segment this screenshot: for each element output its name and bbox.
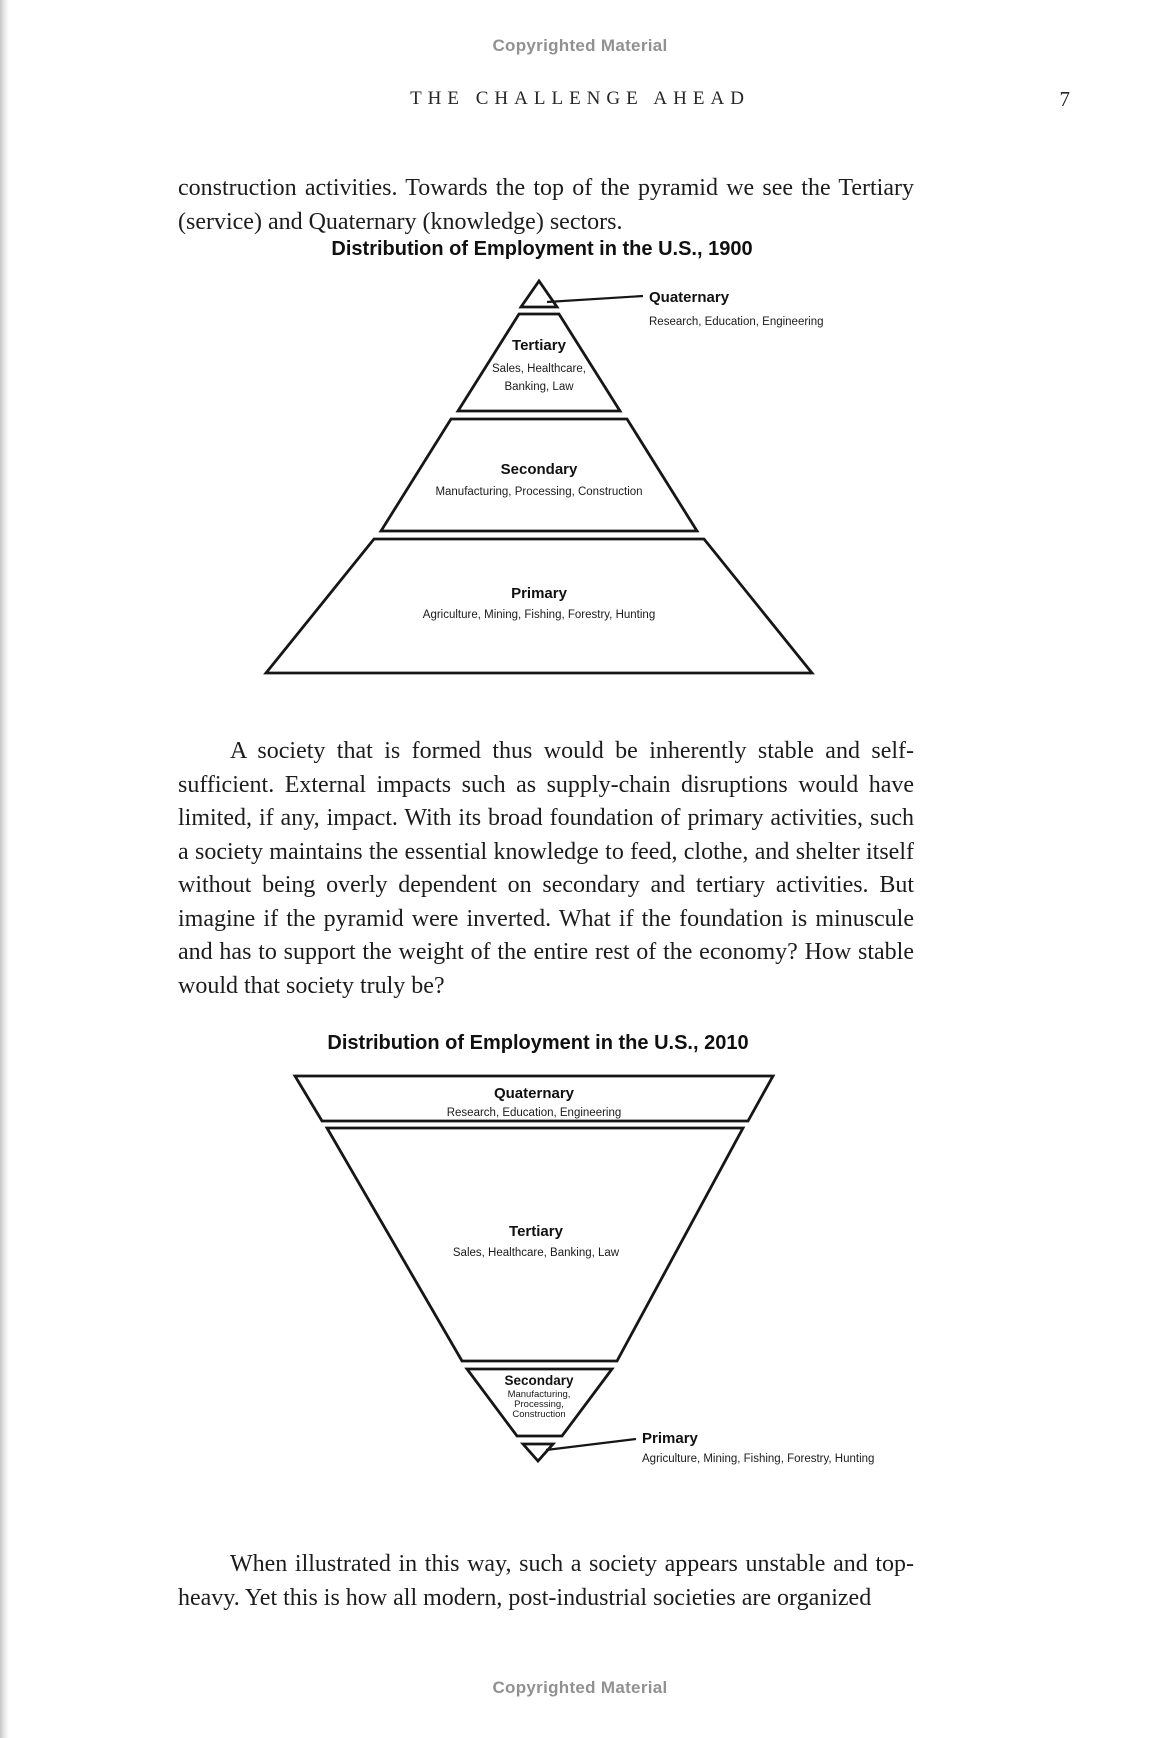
copyright-notice-top: Copyrighted Material <box>492 36 668 55</box>
sublabel-2010-primary: Agriculture, Mining, Fishing, Forestry, Hunting <box>642 1453 875 1465</box>
label-1900-primary: Primary <box>511 585 567 602</box>
pyramid-diagram-2010 <box>280 1060 920 1472</box>
sublabel-2010-tertiary: Sales, Healthcare, Banking, Law <box>452 1247 620 1259</box>
pyramid-diagram-1900 <box>250 250 830 680</box>
sublabel-2010-quaternary: Research, Education, Engineering <box>446 1107 622 1119</box>
paragraph-body: A society that is formed thus would be inherently stable and self-sufficient. External impacts such as supply-chain disruptions would have limited, if any, impact. With its broad foundation of primary activities, such a society maintains the essential knowledge to feed, clothe, and shelter itself without being overly dependent on secondary and tertiary activities. But imagine if the pyramid were inverted. What if the foundation is minuscule and has to support the weight of the entire rest of the economy? How stable would that society truly be? <box>178 738 914 999</box>
page-number: 7 <box>1059 87 1070 111</box>
sublabel-2010-secondary-3: Construction <box>512 1409 566 1420</box>
sublabel-1900-primary: Agriculture, Mining, Fishing, Forestry, Hunting <box>422 609 656 621</box>
pyramid-1900-primary-shape <box>266 539 812 673</box>
paragraph-closing: When illustrated in this way, such a society appears unstable and top-heavy. Yet this is how all modern, post-industrial societies are organized <box>178 1551 914 1611</box>
label-2010-secondary: Secondary <box>504 1373 574 1388</box>
paragraph-intro: construction activities. Towards the top of the pyramid we see the Tertiary (service) and Quaternary (knowledge) sectors. <box>178 175 914 235</box>
pyramid-2010-tertiary-shape <box>327 1128 743 1361</box>
label-1900-quaternary: Quaternary <box>649 289 730 306</box>
sublabel-1900-secondary: Manufacturing, Processing, Construction <box>435 486 643 498</box>
label-2010-primary: Primary <box>642 1430 698 1447</box>
label-1900-secondary: Secondary <box>500 461 578 478</box>
sublabel-1900-tertiary-2: Banking, Law <box>504 381 574 393</box>
quaternary-leader-line <box>547 296 643 302</box>
sublabel-1900-tertiary-1: Sales, Healthcare, <box>492 363 586 375</box>
sublabel-1900-quaternary: Research, Education, Engineering <box>649 316 824 328</box>
sublabel-2010-secondary-2: Processing, <box>514 1399 564 1410</box>
label-1900-tertiary: Tertiary <box>512 337 566 354</box>
running-header: THE CHALLENGE AHEAD <box>410 88 750 109</box>
figure-2010-title: Distribution of Employment in the U.S., 2010 <box>327 1032 749 1054</box>
sublabel-2010-secondary-1: Manufacturing, <box>507 1389 571 1400</box>
pyramid-1900-quaternary-shape <box>521 281 557 307</box>
primary-leader-line <box>546 1439 636 1450</box>
copyright-notice-bottom: Copyrighted Material <box>492 1678 668 1697</box>
pyramid-2010-primary-shape <box>523 1444 553 1461</box>
page-edge-shadow <box>0 0 9 1738</box>
label-2010-quaternary: Quaternary <box>493 1085 575 1102</box>
label-2010-tertiary: Tertiary <box>509 1223 563 1240</box>
figure-1900-title: Distribution of Employment in the U.S., 1900 <box>331 238 753 260</box>
